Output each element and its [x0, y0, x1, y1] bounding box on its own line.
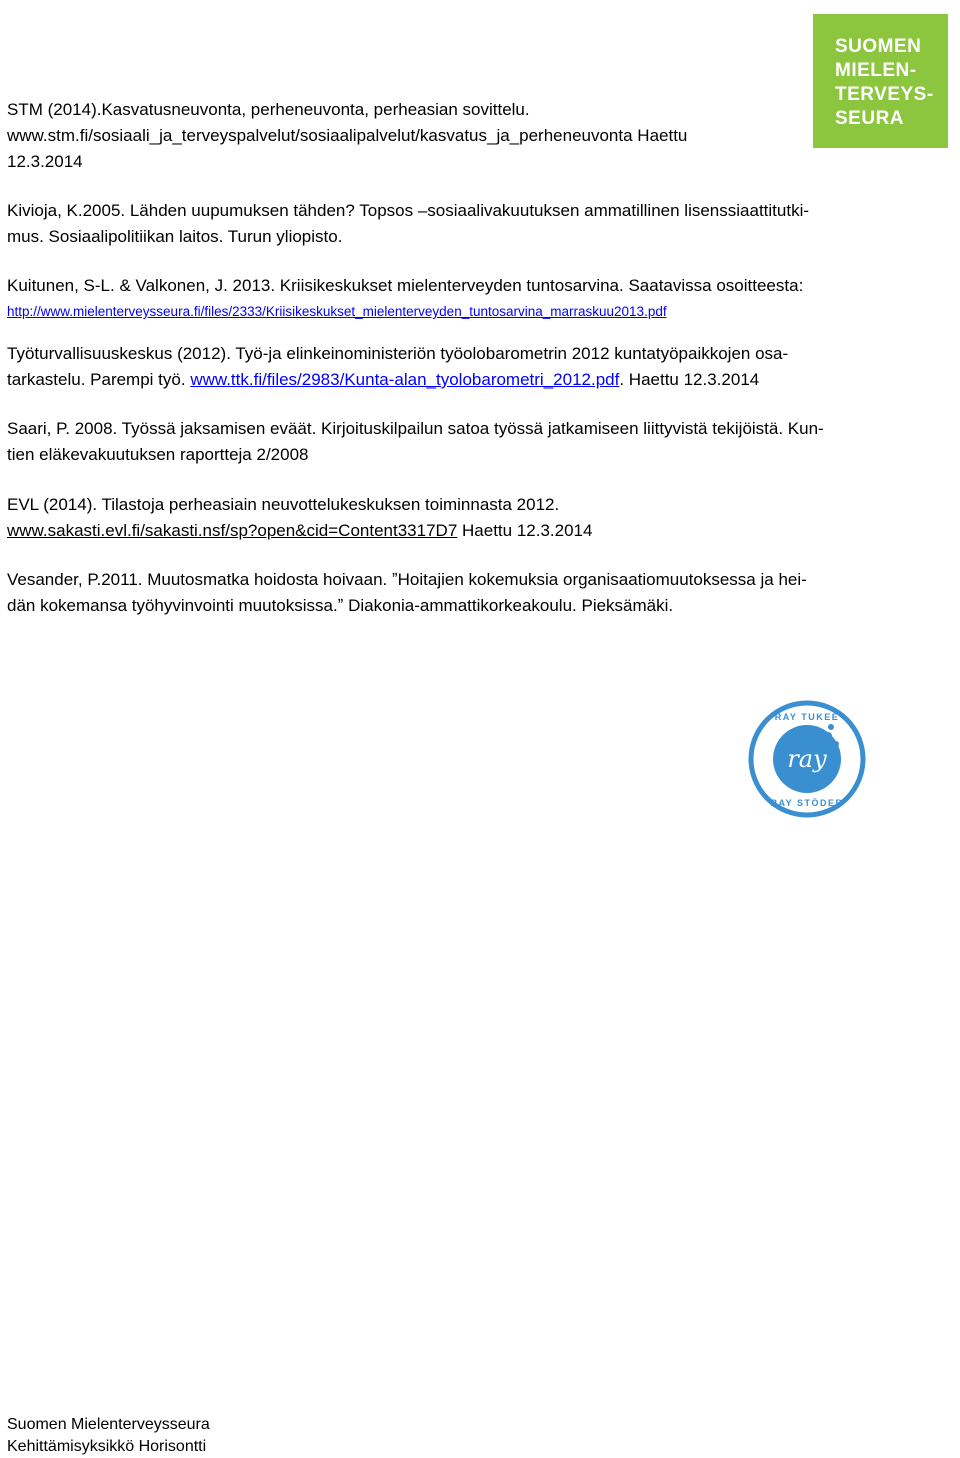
reference-kuitunen [7, 273, 907, 325]
reference-line-2 [7, 367, 907, 393]
footer-line-1: Suomen Mielenterveysseura [7, 1416, 210, 1433]
reference-line: 12.3.2014 [7, 152, 83, 171]
logo-line-1: SUOMEN [835, 36, 922, 57]
reference-line: www.stm.fi/sosiaali_ja_terveyspalvelut/sosiaalipalvelut/kasvatus_ja_perheneuvonta Haettu [7, 126, 688, 145]
reference-line: EVL (2014). Tilastoja perheasiain neuvottelukeskuksen toiminnasta 2012. [7, 495, 560, 514]
footer [7, 1414, 210, 1458]
reference-line: Kivioja, K.2005. Lähden uupumuksen tähden? Topsos –sosiaalivakuutuksen ammatillinen lisenssiaattitutki- [7, 201, 810, 220]
reference-saari [7, 416, 907, 468]
reference-evl [7, 492, 907, 544]
reference-line: STM (2014).Kasvatusneuvonta, perheneuvonta, perheasian sovittelu. [7, 100, 530, 119]
reference-link[interactable]: www.ttk.fi/files/2983/Kunta-alan_tyolobarometri_2012.pdf [190, 370, 620, 389]
ray-logo-top-text: RAY TUKEE [774, 712, 840, 722]
ray-logo-graphic [748, 700, 866, 818]
reference-line: mus. Sosiaalipolitiikan laitos. Turun yliopisto. [7, 227, 343, 246]
logo-line-3: TERVEYS- [835, 84, 934, 105]
reference-line: Saari, P. 2008. Työssä jaksamisen eväät. Kirjoituskilpailun satoa työssä jatkamiseen liittyvistä tekijöistä. Kun- [7, 419, 824, 438]
reference-text: tarkastelu. Parempi työ. [7, 370, 191, 389]
reference-line: Vesander, P.2011. Muutosmatka hoidosta hoivaan. ˮHoitajien kokemuksia organisaatiomuutoksessa ja hei- [7, 570, 807, 589]
reference-line-2 [7, 518, 907, 544]
logo-line-2: MIELEN- [835, 60, 917, 81]
ray-logo-bottom-text: RAY STÖDER [770, 798, 844, 808]
reference-text: . Haettu 12.3.2014 [619, 370, 760, 389]
logo-line-4: SEURA [835, 108, 905, 129]
reference-line: Työturvallisuuskeskus (2012). Työ-ja elinkeinoministeriön työolobarometrin 2012 kuntatyöpaikkojen osa- [7, 344, 789, 363]
ray-logo-center-text: ray [787, 745, 827, 773]
reference-link[interactable]: www.sakasti.evl.fi/sakasti.nsf/sp?open&cid=Content3317D7 [7, 521, 458, 540]
footer-line-2: Kehittämisyksikkö Horisontti [7, 1438, 207, 1455]
reference-kivioja [7, 198, 907, 250]
reference-link[interactable]: http://www.mielenterveysseura.fi/files/2333/Kriisikeskukset_mielenterveyden_tuntosarvina_marraskuu2013.pdf [7, 304, 667, 319]
ray-logo [748, 700, 866, 818]
reference-line: dän kokemansa työhyvinvointi muutoksissa.ˮ Diakonia-ammattikorkeakoulu. Pieksämäki. [7, 596, 674, 615]
reference-tyoturvallisuuskeskus [7, 341, 907, 393]
reference-line: tien eläkevakuutuksen raportteja 2/2008 [7, 445, 309, 464]
reference-line: Kuitunen, S-L. & Valkonen, J. 2013. Kriisikeskukset mielenterveyden tuntosarvina. Saatavissa osoitteesta: [7, 276, 804, 295]
reference-vesander [7, 567, 907, 619]
reference-stm [7, 97, 907, 175]
reference-text: Haettu 12.3.2014 [457, 521, 593, 540]
